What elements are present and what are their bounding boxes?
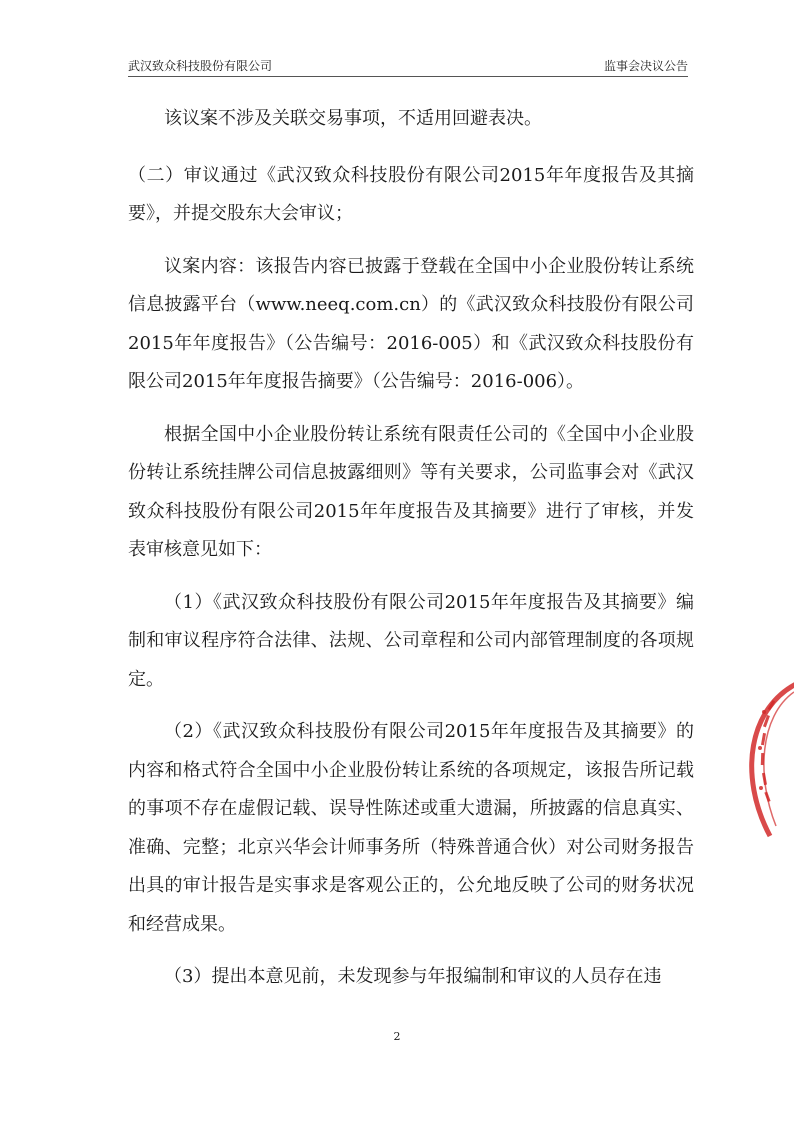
page-header bbox=[128, 54, 688, 77]
paragraph-resolution-two: （二）审议通过《武汉致众科技股份有限公司2015年年度报告及其摘要》，并提交股东大会审议； bbox=[128, 164, 694, 224]
company-seal-stamp bbox=[730, 676, 794, 840]
header-company-name: 武汉致众科技股份有限公司 bbox=[128, 59, 273, 73]
paragraph-review-basis: 根据全国中小企业股份转让系统有限责任公司的《全国中小企业股份转让系统挂牌公司信息披露细则》等有关要求，公司监事会对《武汉致众科技股份有限公司2015年年度报告及其摘要》进行了审核，并发表审核意见如下： bbox=[128, 423, 694, 560]
paragraph-opinion-two: （2）《武汉致众科技股份有限公司2015年年度报告及其摘要》的内容和格式符合全国中小企业股份转让系统的各项规定，该报告所记载的事项不存在虚假记载、误导性陈述或重大遗漏，所披露的信息真实、准确、完整；北京兴华会计师事务所（特殊普通合伙）对公司财务报告出具的审计报告是实事求是客观公正的，公允地反映了公司的财务状况和经营成果。 bbox=[128, 721, 694, 935]
header-document-type: 监事会决议公告 bbox=[603, 59, 688, 73]
paragraph-opinion-three: （3）提出本意见前，未发现参与年报编制和审议的人员存在违 bbox=[164, 966, 662, 987]
paragraph-no-related-party: 该议案不涉及关联交易事项，不适用回避表决。 bbox=[164, 108, 542, 129]
page-number: 2 bbox=[393, 1030, 401, 1043]
paragraph-proposal-content: 议案内容：该报告内容已披露于登载在全国中小企业股份转让系统信息披露平台（www.neeq.com.cn）的《武汉致众科技股份有限公司2015年年度报告》（公告编号：2016-005）和《武汉致众科技股份有限公司2015年年度报告摘要》（公告编号：2016-006）。 bbox=[128, 255, 694, 392]
paragraph-opinion-one: （1）《武汉致众科技股份有限公司2015年年度报告及其摘要》编制和审议程序符合法律、法规、公司章程和公司内部管理制度的各项规定。 bbox=[128, 591, 694, 690]
document-body bbox=[128, 100, 694, 997]
